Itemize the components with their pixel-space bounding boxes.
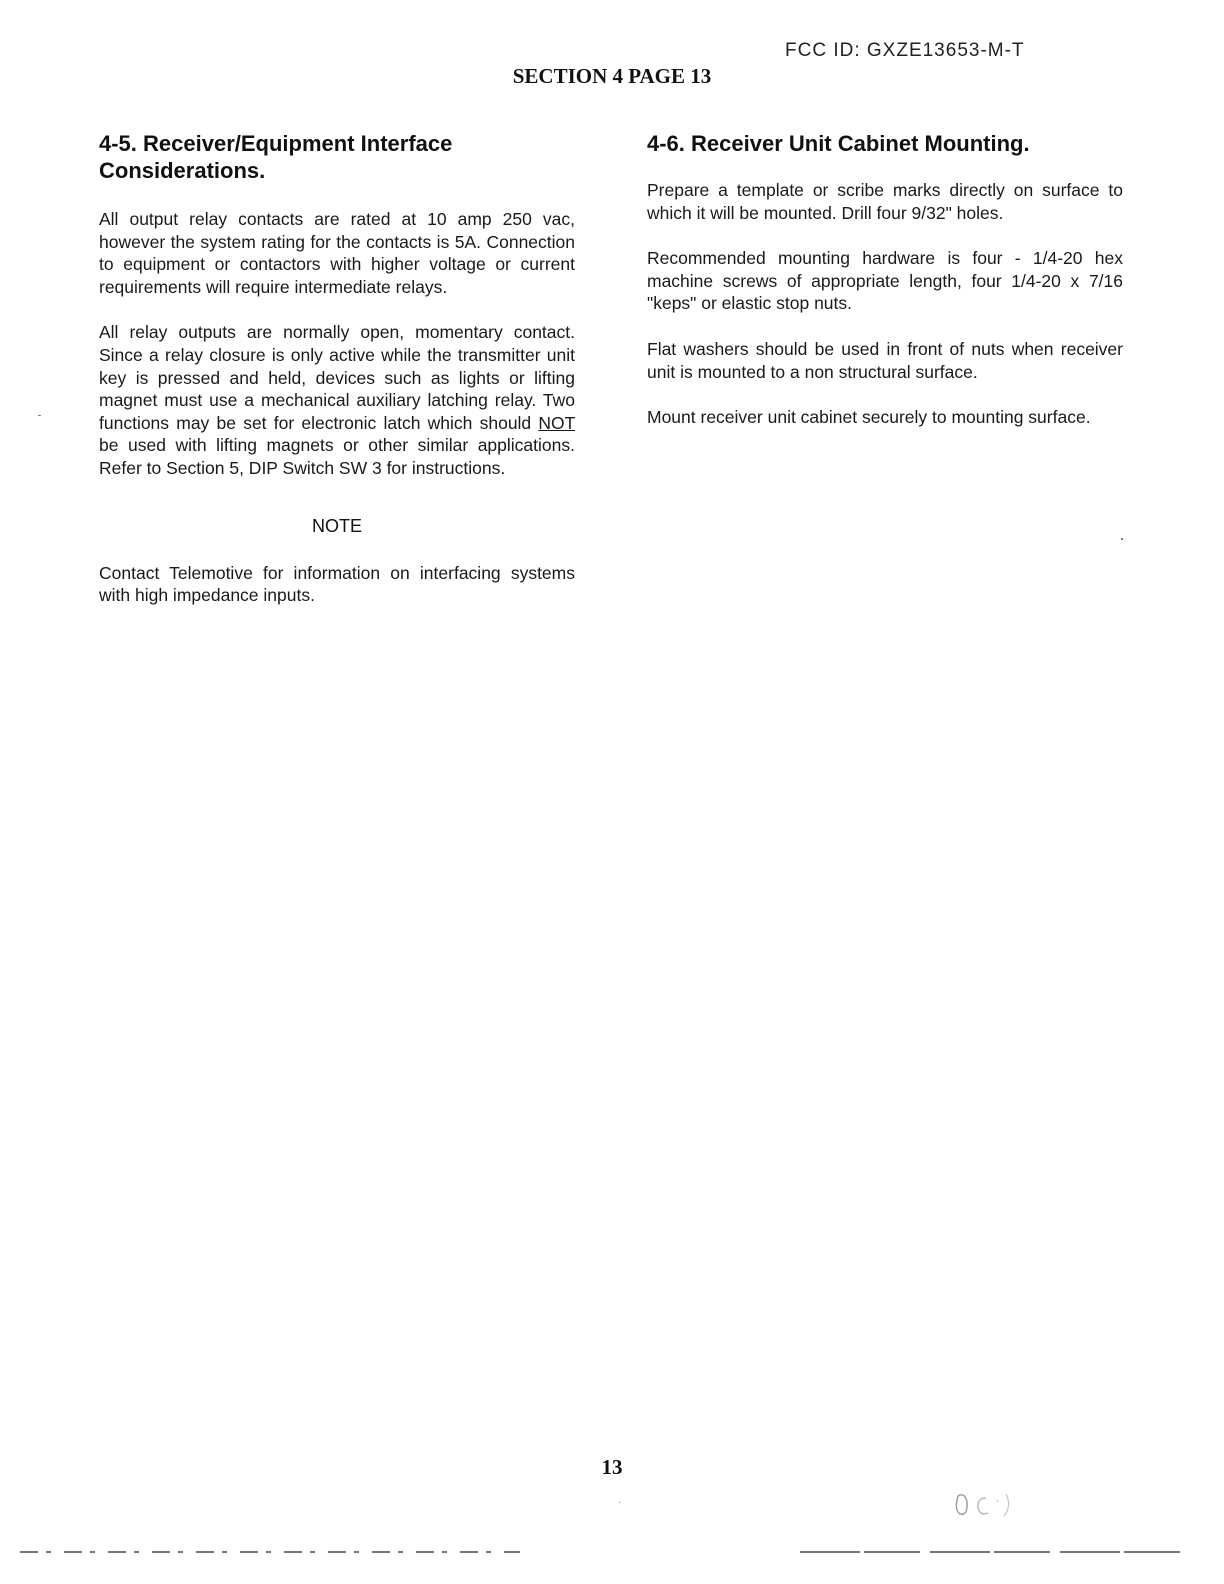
scan-speck bbox=[38, 415, 41, 416]
paragraph-relay-ratings: All output relay contacts are rated at 10 amp 250 vac, however the system rating for the contacts is 5A. Connection to equipment or contactors with higher voltage or current requirements will require intermediate relays. bbox=[99, 209, 575, 297]
left-column bbox=[99, 130, 575, 630]
not-emphasis: NOT bbox=[538, 412, 575, 433]
section-page-header: SECTION 4 PAGE 13 bbox=[512, 64, 712, 88]
scan-edge-rule-right bbox=[800, 1551, 1180, 1553]
handwritten-page-mark bbox=[950, 1484, 1020, 1524]
paragraph-flat-washers: Flat washers should be used in front of nuts when receiver unit is mounted to a non structural surface. bbox=[647, 338, 1123, 382]
page-number: 13 bbox=[601, 1455, 623, 1479]
fcc-id-label: FCC ID: GXZE13653-M-T bbox=[785, 40, 1025, 61]
scan-edge-rule-left bbox=[20, 1551, 520, 1553]
paragraph-relay-outputs bbox=[99, 321, 575, 479]
note-title: NOTE bbox=[311, 515, 362, 536]
note-text: Contact Telemotive for information on interfacing systems with high impedance inputs. bbox=[99, 562, 575, 606]
paragraph-mount-cabinet: Mount receiver unit cabinet securely to mounting surface. bbox=[647, 407, 1091, 428]
paragraph-mounting-hardware: Recommended mounting hardware is four - 1/4-20 hex machine screws of appropriate length, four 1/4-20 x 7/16 "keps" or elastic stop nuts. bbox=[647, 248, 1123, 314]
right-column bbox=[647, 130, 1123, 452]
section-4-5-heading: 4-5. Receiver/Equipment Interface Considerations. bbox=[99, 131, 453, 183]
section-4-6-heading: 4-6. Receiver Unit Cabinet Mounting. bbox=[647, 131, 1030, 156]
paragraph-template: Prepare a template or scribe marks directly on surface to which it will be mounted. Drill four 9/32" holes. bbox=[647, 180, 1123, 223]
paragraph-relay-outputs-tail: be used with lifting magnets or other similar applications. Refer to Section 5, DIP Switch SW 3 for instructions. bbox=[99, 435, 575, 478]
scan-speck bbox=[619, 1502, 620, 1503]
paragraph-relay-outputs-text: All relay outputs are normally open, momentary contact. Since a relay closure is only active while the transmitter unit key is pressed and held, devices such as lights or lifting magnet must use a mechanical auxiliary latching relay. Two functions may be set for electronic latch which should bbox=[99, 322, 575, 433]
scan-speck bbox=[1121, 538, 1123, 540]
